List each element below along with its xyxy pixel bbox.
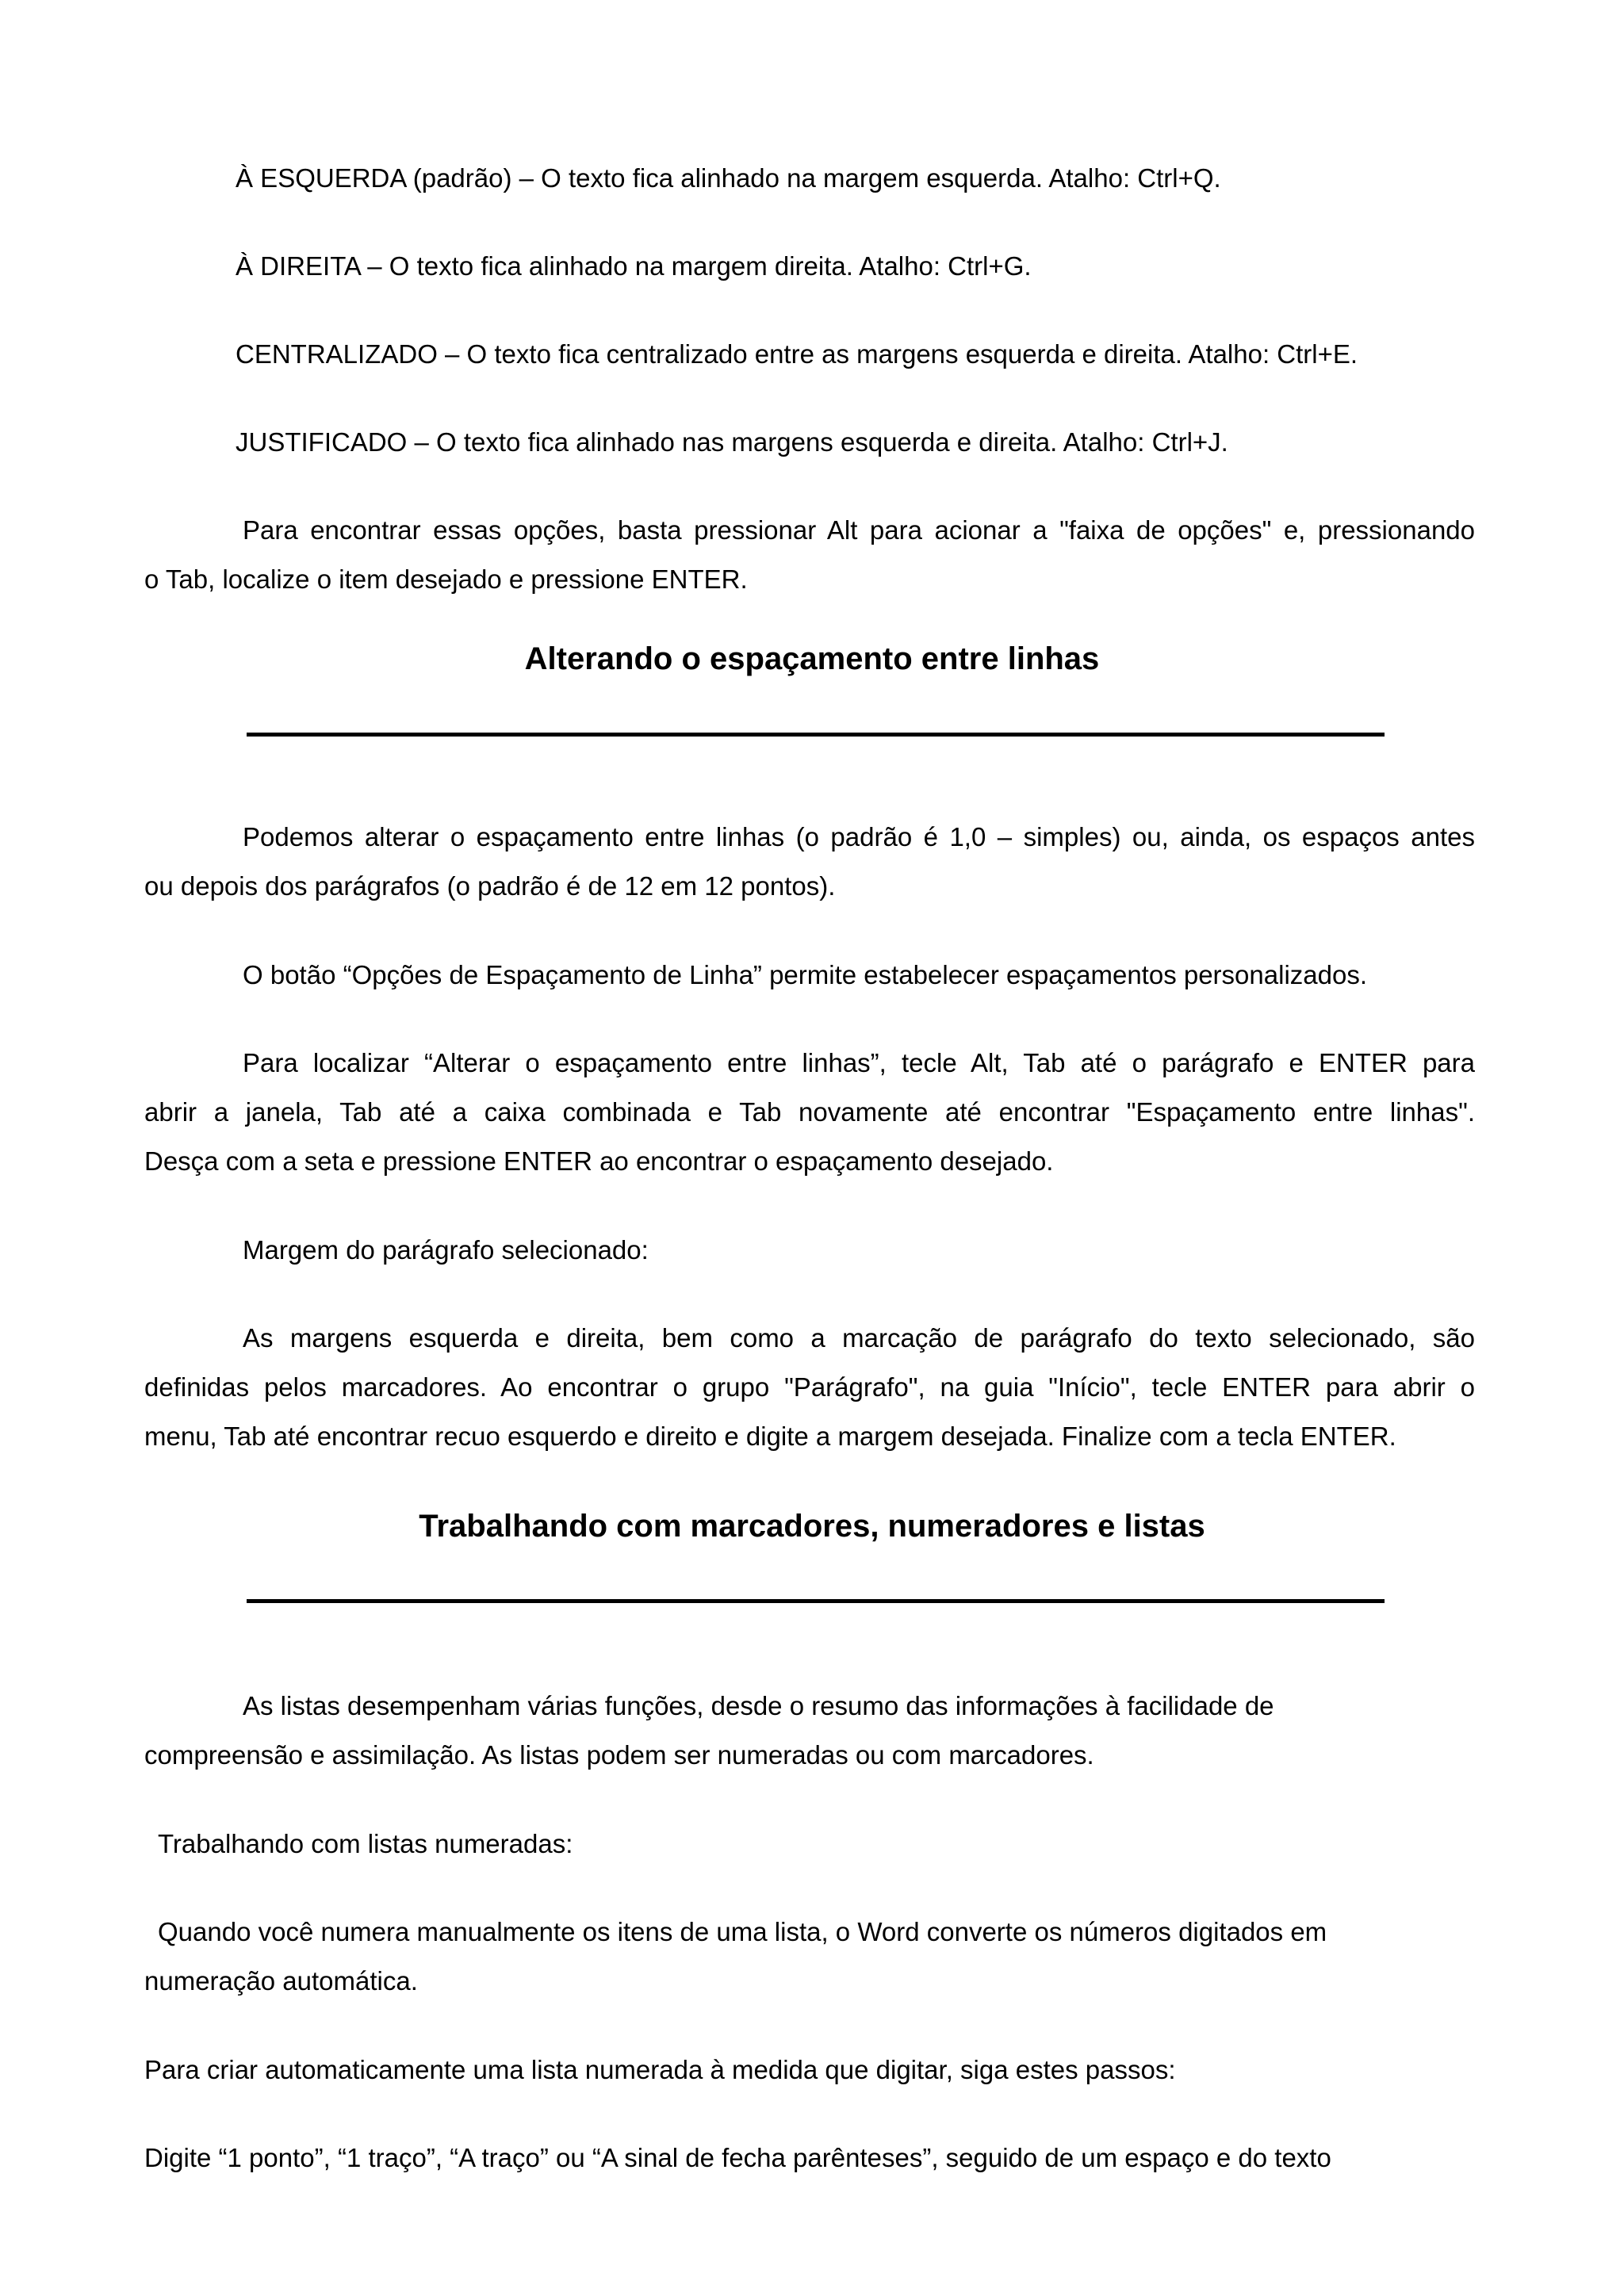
- alignment-item-center: CENTRALIZADO – O texto fica centralizado entre as margens esquerda e direita. Atalho: Ctrl+E.: [236, 339, 1358, 369]
- line-spacing-paragraph-3: Para localizar “Alterar o espaçamento entre linhas”, tecle Alt, Tab até o parágrafo e ENTER para abrir a janela, Tab até a caixa combinada e Tab novamente até encontrar "Espaçamento entre linhas". Desça com a seta e pressione ENTER ao encontrar o espaçamento desejado.: [144, 1048, 1475, 1176]
- lists-paragraph-3: Quando você numera manualmente os itens de uma lista, o Word converte os números digitados em numeração automática.: [144, 1917, 1327, 1996]
- line-spacing-paragraph-2: O botão “Opções de Espaçamento de Linha” permite estabelecer espaçamentos personalizados.: [243, 960, 1368, 989]
- alignment-item-justify: JUSTIFICADO – O texto fica alinhado nas margens esquerda e direita. Atalho: Ctrl+J.: [236, 427, 1228, 457]
- lists-paragraph-1: As listas desempenham várias funções, desde o resumo das informações à facilidade de compreensão e assimilação. As listas podem ser numeradas ou com marcadores.: [144, 1691, 1274, 1770]
- alignment-item-right: À DIREITA – O texto fica alinhado na margem direita. Atalho: Ctrl+G.: [236, 251, 1032, 281]
- alignment-item-left: À ESQUERDA (padrão) – O texto fica alinhado na margem esquerda. Atalho: Ctrl+Q.: [236, 163, 1221, 193]
- line-spacing-paragraph-1: Podemos alterar o espaçamento entre linhas (o padrão é 1,0 – simples) ou, ainda, os espaços antes ou depois dos parágrafos (o padrão é de 12 em 12 pontos).: [144, 822, 1475, 901]
- section-divider: [247, 733, 1385, 737]
- lists-paragraph-4: Para criar automaticamente uma lista numerada à medida que digitar, siga estes passos:: [144, 2055, 1176, 2084]
- options-paragraph: Para encontrar essas opções, basta pressionar Alt para acionar a "faixa de opções" e, pressionando o Tab, localize o item desejado e pressione ENTER.: [144, 515, 1475, 594]
- section-heading-line-spacing: Alterando o espaçamento entre linhas: [524, 641, 1100, 676]
- line-spacing-paragraph-4: Margem do parágrafo selecionado:: [243, 1235, 649, 1265]
- lists-paragraph-2: Trabalhando com listas numeradas:: [158, 1829, 573, 1858]
- line-spacing-paragraph-5: As margens esquerda e direita, bem como a marcação de parágrafo do texto selecionado, são definidas pelos marcadores. Ao encontrar o grupo "Parágrafo", na guia "Início", tecle ENTER para abrir o menu, Tab até encontrar recuo esquerdo e direito e digite a margem desejada. Finalize com a tecla ENTER.: [144, 1323, 1475, 1451]
- section-divider: [247, 1599, 1385, 1603]
- lists-paragraph-5: Digite “1 ponto”, “1 traço”, “A traço” ou “A sinal de fecha parênteses”, seguido de um espaço e do texto: [144, 2143, 1331, 2172]
- section-heading-lists: Trabalhando com marcadores, numeradores e listas: [419, 1509, 1205, 1544]
